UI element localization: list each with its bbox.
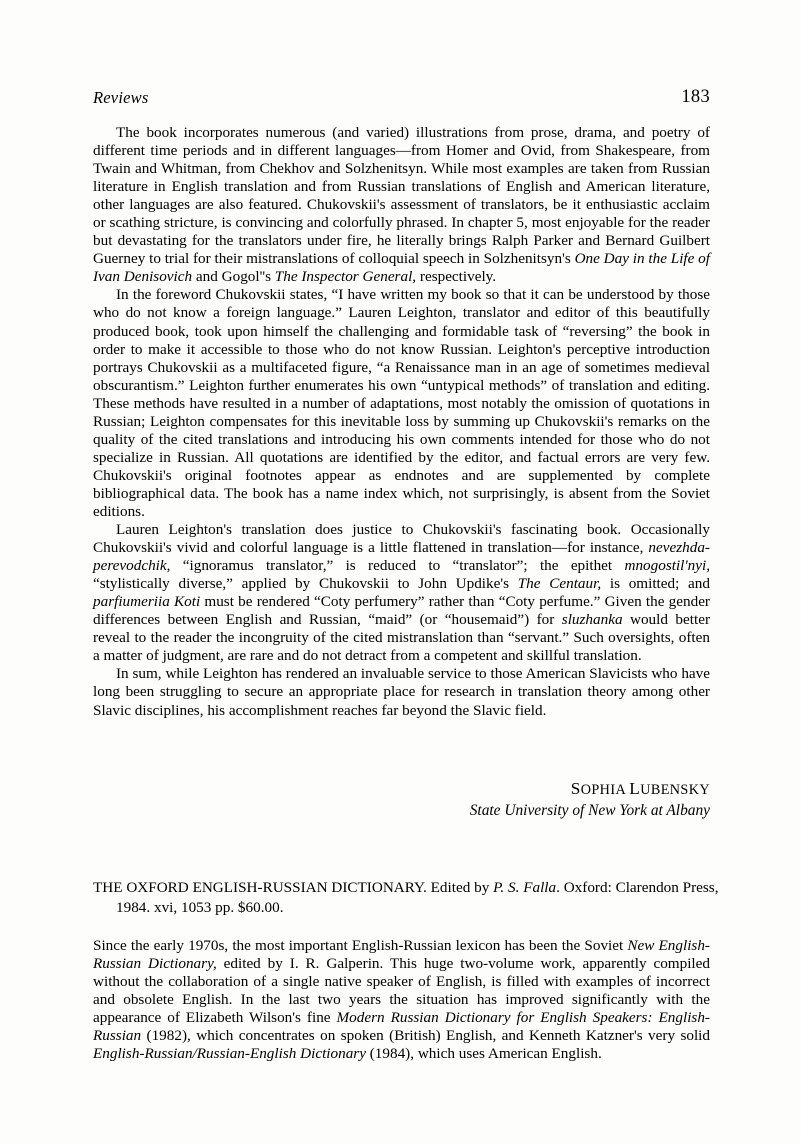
page-number: 183 — [681, 87, 710, 107]
reviewer-affiliation: State University of New York at Albany — [469, 802, 710, 819]
running-head — [93, 88, 710, 110]
paragraph: The book incorporates numerous (and varied) illustrations from prose, drama, and poetry of different time periods and in different languages—from Homer and Ovid, from Shakespeare, from Twain and Whitman, from Chekhov and Solzhenitsyn. While most examples are taken from Russian literature in English translation and from Russian translations of English and American literature, other languages are also featured. Chukovskii's assessment of translators, be it enthusiastic acclaim or scathing stricture, is convincing and colorfully phrased. In chapter 5, most enjoyable for the reader but devastating for the translators under fire, he literally brings Ralph Parker and Bernard Guilbert Guerney to trial for their mistranslations of colloquial speech in Solzhenitsyn's One Day in the Life of Ivan Denisovich and Gogol''s The Inspector General, respectively. — [93, 124, 710, 286]
paragraph: Since the early 1970s, the most important English-Russian lexicon has been the Soviet New English-Russian Dictionary, edited by I. R. Galperin. This huge two-volume work, apparently compiled without the collaboration of a single native speaker of English, is filled with examples of incorrect and obsolete English. In the last two years the situation has improved significantly with the appearance of Elizabeth Wilson's fine Modern Russian Dictionary for English Speakers: English-Russian (1982), which concentrates on spoken (British) English, and Kenneth Katzner's very solid English-Russian/Russian-English Dictionary (1984), which uses American English. — [93, 937, 710, 1063]
italic-run: The Inspector General, — [274, 268, 417, 286]
italic-run: parfiumeriia Koti — [93, 593, 201, 611]
italic-run: One Day in the Life of Ivan Denisovich — [93, 250, 710, 286]
review-one-body — [93, 124, 710, 720]
reviewer-name — [93, 779, 710, 800]
italic-run: Modern Russian Dictionary for English Speakers: English-Russian — [93, 1009, 710, 1045]
paragraph: Lauren Leighton's translation does justice to Chukovskii's fascinating book. Occasionally Chukovskii's vivid and colorful language is a little flattened in translation—for instance, nevezhda-perevodchik, “ignoramus translator,” is reduced to “translator”; the epithet mnogostil'nyi, “stylistically diverse,” applied by Chukovskii to John Updike's The Centaur, is omitted; and parfiumeriia Koti must be rendered “Coty perfumery” rather than “Coty perfume.” Given the gender differences between English and Russian, “maid” (or “housemaid”) for sluzhanka would better reveal to the reader the incongruity of the cited mistranslation than “servant.” Such oversights, often a matter of judgment, are rare and do not detract from a competent and skillful translation. — [93, 521, 710, 665]
italic-run: English-Russian/Russian-English Dictionary — [93, 1045, 366, 1063]
reviewer-last-rest: UBENSKY — [640, 782, 710, 798]
paragraph: In sum, while Leighton has rendered an invaluable service to those American Slavicists who have long been struggling to secure an appropriate place for research in translation theory among other Slavic disciplines, his accomplishment reaches far beyond the Slavic field. — [93, 665, 710, 719]
book-title: THE OXFORD ENGLISH-RUSSIAN DICTIONARY. — [93, 879, 427, 896]
review-two-body — [93, 937, 710, 1063]
paragraph: In the foreword Chukovskii states, “I have written my book so that it can be understood by those who do not know a foreign language.” Lauren Leighton, translator and editor of this beautifully produced book, took upon himself the challenging and formidable task of “reversing” the book in order to make it accessible to those who do not know Russian. Leighton's perceptive introduction portrays Chukovskii as a multifaceted figure, “a Renaissance man in an age of sometimes medieval obscurantism.” Leighton further enumerates his own “untypical methods” of translation and editing. These methods have resulted in a number of adaptations, most notably the omission of quotations in Russian; Leighton compensates for this inevitable loss by summing up Chukovskii's remarks on the quality of the cited translations and introducing his own comments intended for those who do not specialize in Russian. All quotations are identified by the editor, and factual errors are very few. Chukovskii's original footnotes appear as endnotes and are supplemented by complete bibliographical data. The book has a name index which, not surprisingly, is absent from the Soviet editions. — [93, 286, 710, 520]
review-signature — [93, 779, 710, 820]
reviewer-first-rest: OPHIA — [580, 782, 626, 798]
italic-run: nevezhda-perevodchik, — [93, 539, 710, 575]
review-two-heading — [93, 878, 733, 917]
book-editor: P. S. Falla — [493, 879, 557, 896]
book-imprint: . Oxford: Clarendon Press, 1984. xvi, 1053 pp. $60.00. — [116, 879, 719, 916]
edited-by-label: Edited by — [426, 879, 494, 896]
running-head-title: Reviews — [93, 88, 149, 107]
reviewer-first-initial: S — [570, 779, 581, 798]
italic-run: mnogostil'nyi, — [624, 557, 710, 575]
reviewer-last-initial: L — [629, 779, 641, 798]
italic-run: New English-Russian Dictionary, — [93, 937, 710, 973]
italic-run: The Centaur, — [517, 575, 602, 593]
italic-run: sluzhanka — [561, 611, 623, 629]
